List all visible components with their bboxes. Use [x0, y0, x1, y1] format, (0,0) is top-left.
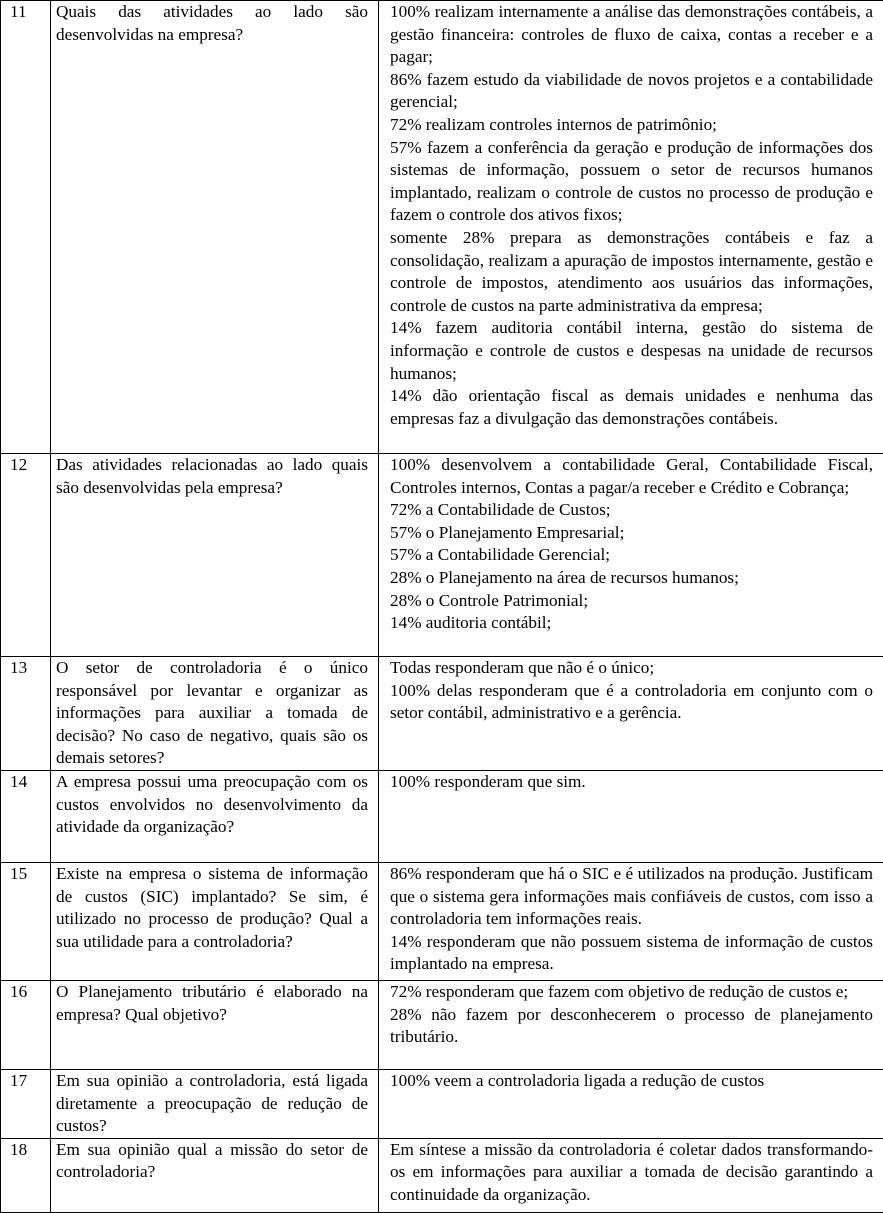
question-text: [51, 1138, 379, 1212]
answer-paragraph: 100% realizam internamente a análise das demonstrações contábeis, a gestão financeira: controles de fluxo de caixa, contas a receber e a pagar;: [390, 1, 873, 69]
question-paragraph: Das atividades relacionadas ao lado quais são desenvolvidas pela empresa?: [56, 454, 368, 499]
question-number: 16: [1, 981, 51, 1070]
answer-paragraph: 57% fazem a conferência da geração e produção de informações dos sistemas de informação, possuem o setor de recursos humanos implantado, realizam o controle de custos no processo de produção e fazem o controle dos ativos fixos;: [390, 137, 873, 227]
question-text: [51, 1070, 379, 1139]
question-text: [51, 657, 379, 771]
question-number: 17: [1, 1070, 51, 1139]
table-row: [1, 1, 883, 454]
answer-paragraph: 57% a Contabilidade Gerencial;: [390, 544, 873, 567]
answer-cell: [379, 863, 883, 981]
answer-cell: [379, 1, 883, 454]
answer-paragraph: 14% fazem auditoria contábil interna, gestão do sistema de informação e controle de custos e despesas na unidade de recursos humanos;: [390, 317, 873, 385]
table-row: [1, 771, 883, 863]
question-text: [51, 863, 379, 981]
question-number: 15: [1, 863, 51, 981]
answer-paragraph: 100% delas responderam que é a controladoria em conjunto com o setor contábil, administrativo e a gerência.: [390, 680, 873, 725]
question-text: [51, 771, 379, 863]
question-text: [51, 981, 379, 1070]
answer-paragraph: 86% fazem estudo da viabilidade de novos projetos e a contabilidade gerencial;: [390, 69, 873, 114]
answer-paragraph: 100% desenvolvem a contabilidade Geral, Contabilidade Fiscal, Controles internos, Contas a pagar/a receber e Crédito e Cobrança;: [390, 454, 873, 499]
question-number: 18: [1, 1138, 51, 1212]
answer-paragraph: 72% responderam que fazem com objetivo de redução de custos e;: [390, 981, 873, 1004]
answer-paragraph: 100% veem a controladoria ligada a redução de custos: [390, 1070, 873, 1093]
table-row: [1, 454, 883, 657]
answer-paragraph: 14% dão orientação fiscal as demais unidades e nenhuma das empresas faz a divulgação das demonstrações contábeis.: [390, 385, 873, 430]
answer-paragraph: 28% o Planejamento na área de recursos humanos;: [390, 567, 873, 590]
question-number: 14: [1, 771, 51, 863]
answer-paragraph: 72% realizam controles internos de patrimônio;: [390, 114, 873, 137]
answer-paragraph: 14% responderam que não possuem sistema de informação de custos implantado na empresa.: [390, 931, 873, 976]
table-row: [1, 863, 883, 981]
question-text: [51, 1, 379, 454]
answer-cell: [379, 1070, 883, 1139]
table-row: [1, 981, 883, 1070]
answer-paragraph: 28% o Controle Patrimonial;: [390, 590, 873, 613]
question-text: [51, 454, 379, 657]
answer-paragraph: 28% não fazem por desconhecerem o processo de planejamento tributário.: [390, 1004, 873, 1049]
answer-paragraph: 72% a Contabilidade de Custos;: [390, 499, 873, 522]
question-paragraph: O Planejamento tributário é elaborado na empresa? Qual objetivo?: [56, 981, 368, 1026]
answer-cell: [379, 771, 883, 863]
answer-paragraph: 100% responderam que sim.: [390, 771, 873, 794]
answer-paragraph: Todas responderam que não é o único;: [390, 657, 873, 680]
question-paragraph: Em sua opinião qual a missão do setor de controladoria?: [56, 1139, 368, 1184]
question-paragraph: A empresa possui uma preocupação com os custos envolvidos no desenvolvimento da atividade da organização?: [56, 771, 368, 839]
answer-paragraph: somente 28% prepara as demonstrações contábeis e faz a consolidação, realizam a apuração de impostos internamente, gestão e controle de impostos, atendimento aos usuários das informações, controle de custos na parte administrativa da empresa;: [390, 227, 873, 317]
answer-paragraph: 14% auditoria contábil;: [390, 612, 873, 635]
answer-paragraph: 86% responderam que há o SIC e é utilizados na produção. Justificam que o sistema gera informações mais confiáveis de custos, com isso a controladoria tem informações reais.: [390, 863, 873, 931]
answer-cell: [379, 981, 883, 1070]
table-row: [1, 1138, 883, 1212]
question-paragraph: Quais das atividades ao lado são desenvolvidas na empresa?: [56, 1, 368, 46]
question-number: 13: [1, 657, 51, 771]
question-paragraph: O setor de controladoria é o único responsável por levantar e organizar as informações para auxiliar a tomada de decisão? No caso de negativo, quais são os demais setores?: [56, 657, 368, 770]
question-number: 12: [1, 454, 51, 657]
question-paragraph: Existe na empresa o sistema de informação de custos (SIC) implantado? Se sim, é utilizado no processo de produção? Qual a sua utilidade para a controladoria?: [56, 863, 368, 953]
question-number: 11: [1, 1, 51, 454]
answer-cell: [379, 657, 883, 771]
answer-paragraph: Em síntese a missão da controladoria é coletar dados transformando-os em informações para auxiliar a tomada de decisão garantindo a continuidade da organização.: [390, 1139, 873, 1207]
answer-paragraph: 57% o Planejamento Empresarial;: [390, 522, 873, 545]
question-paragraph: Em sua opinião a controladoria, está ligada diretamente a preocupação de redução de custos?: [56, 1070, 368, 1138]
table-row: [1, 1070, 883, 1139]
answer-cell: [379, 1138, 883, 1212]
table-row: [1, 657, 883, 771]
answer-cell: [379, 454, 883, 657]
